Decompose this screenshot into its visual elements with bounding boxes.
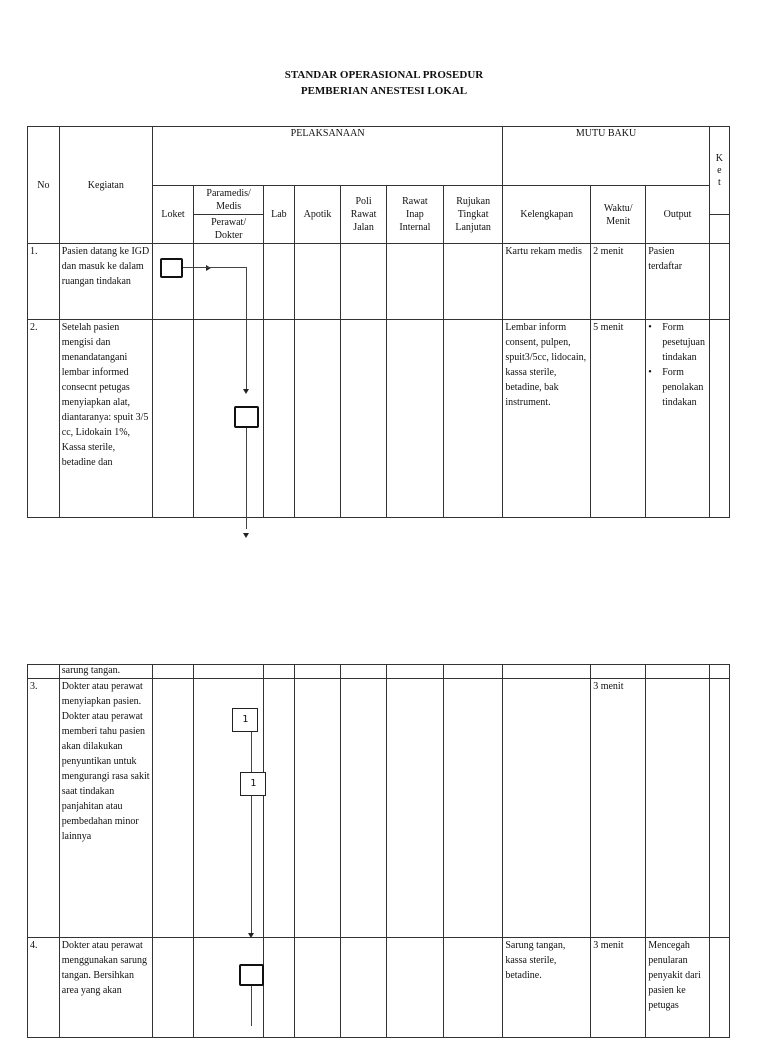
flow-cell-paramedis	[194, 244, 264, 320]
table-row	[28, 244, 730, 320]
row-kegiatan-carry: sarung tangan.	[59, 665, 152, 679]
arrow-down-icon	[243, 389, 249, 394]
flow-cell-paramedis	[194, 938, 264, 1038]
row-no: 2.	[28, 320, 60, 518]
header-perawat: Perawat/ Dokter	[194, 215, 264, 244]
flow-line	[246, 320, 247, 392]
row-no: 1.	[28, 244, 60, 320]
table-row	[28, 679, 730, 938]
header-output: Output	[646, 186, 710, 244]
document-subtitle: PEMBERIAN ANESTESI LOKAL	[300, 85, 468, 97]
row-output: Mencegah penularan penyakit dari pasien ke petugas	[646, 938, 710, 1038]
arrow-down-icon	[243, 533, 249, 538]
header-poli: Poli Rawat Jalan	[341, 186, 387, 244]
row-kelengkapan	[503, 679, 591, 938]
row-output	[646, 320, 710, 518]
flow-line	[251, 986, 252, 1026]
process-symbol-perawat	[234, 406, 259, 428]
row-kegiatan: Setelah pasien mengisi dan menandatangani lembar informed consecnt petugas menyiapkan alat, diantaranya: spuit 3/5 cc, Lidokain 1%, Kassa sterile, betadine dan	[59, 320, 152, 518]
header-pelaksanaan: PELAKSANAAN	[152, 127, 502, 186]
header-paramedis: Paramedis/ Medis	[194, 186, 264, 215]
flow-line	[251, 732, 252, 772]
header-no: No	[28, 127, 60, 244]
header-kegiatan: Kegiatan	[59, 127, 152, 244]
row-waktu: 5 menit	[591, 320, 646, 518]
row-kelengkapan: Lembar inform consent, pulpen, spuit3/5cc, lidocain, kassa sterile, betadine, bak instrument.	[503, 320, 591, 518]
table-row	[28, 320, 730, 518]
flow-cell-paramedis	[194, 679, 264, 938]
header-lab: Lab	[264, 186, 295, 244]
row-waktu: 3 menit	[591, 679, 646, 938]
table-row	[28, 665, 730, 679]
flow-line	[246, 267, 247, 319]
row-no: 4.	[28, 938, 60, 1038]
row-waktu: 2 menit	[591, 244, 646, 320]
header-mutu-baku: MUTU BAKU	[503, 127, 709, 186]
row-kegiatan: Dokter atau perawat menggunakan sarung tangan. Bersihkan area yang akan	[59, 938, 152, 1038]
header-rujukan: Rujukan Tingkat Lanjutan	[443, 186, 502, 244]
row-kegiatan: Pasien datang ke IGD dan masuk ke dalam ruangan tindakan	[59, 244, 152, 320]
sop-table	[27, 126, 730, 518]
header-ket: K e t	[709, 127, 729, 215]
output-item: • Form pesetujuan tindakan	[648, 320, 707, 365]
row-kegiatan: Dokter atau perawat menyiapkan pasien. Dokter atau perawat memberi tahu pasien akan dilakukan penyuntikan untuk mengurangi rasa sakit saat tindakan panjahitan atau pembedahan minor lainnya	[59, 679, 152, 938]
process-symbol-loket	[160, 258, 183, 278]
row-waktu: 3 menit	[591, 938, 646, 1038]
flow-line	[251, 796, 252, 936]
connector-1: 1	[232, 708, 258, 732]
process-symbol-perawat	[239, 964, 264, 986]
output-item: • Form penolakan tindakan	[648, 365, 707, 410]
flow-cell-paramedis	[194, 320, 264, 518]
header-ket-blank	[709, 215, 729, 244]
header-rawat-inap: Rawat Inap Internal	[386, 186, 443, 244]
row-kelengkapan: Kartu rekam medis	[503, 244, 591, 320]
row-kelengkapan: Sarung tangan, kassa sterile, betadine.	[503, 938, 591, 1038]
header-kelengkapan: Kelengkapan	[503, 186, 591, 244]
document-title: STANDAR OPERASIONAL PROSEDUR	[284, 69, 484, 81]
sop-table-continued	[27, 664, 730, 1038]
connector-2: 1	[240, 772, 266, 796]
header-loket: Loket	[152, 186, 193, 244]
row-output	[646, 679, 710, 938]
flow-line	[246, 428, 247, 529]
flow-cell-loket	[152, 244, 193, 320]
row-output: Pasien terdaftar	[646, 244, 710, 320]
row-no: 3.	[28, 679, 60, 938]
header-apotik: Apotik	[294, 186, 341, 244]
table-row	[28, 938, 730, 1038]
flow-line	[194, 267, 247, 268]
header-waktu: Waktu/ Menit	[591, 186, 646, 244]
